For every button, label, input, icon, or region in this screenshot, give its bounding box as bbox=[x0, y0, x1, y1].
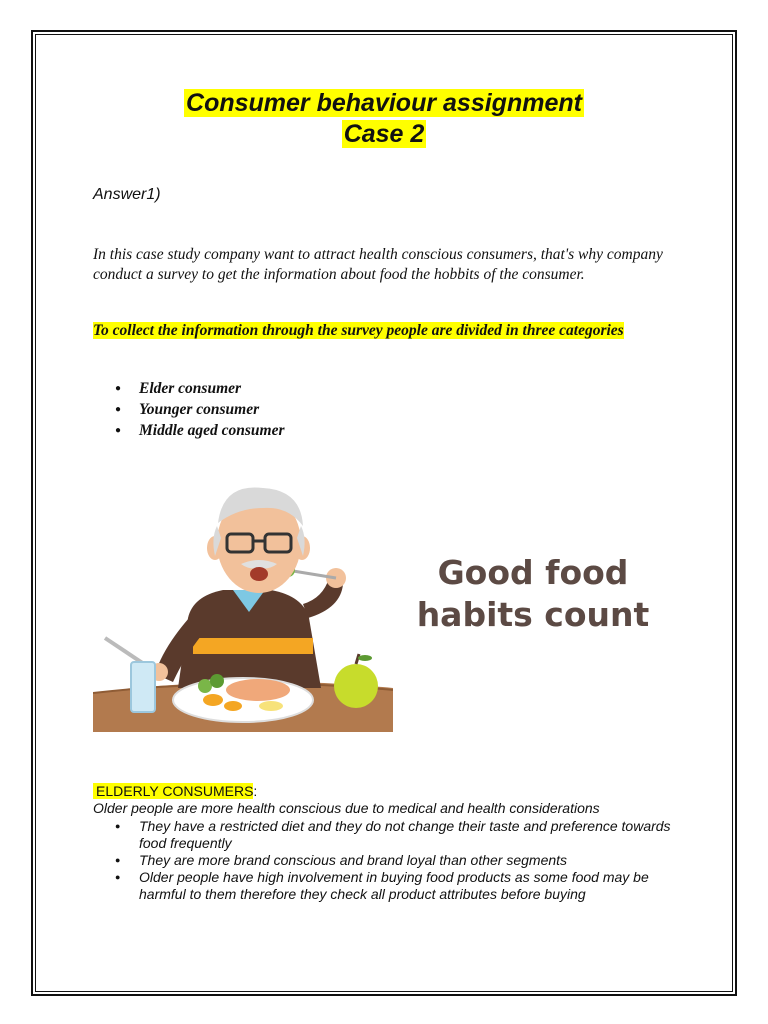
elderly-man-eating-illustration bbox=[93, 478, 393, 732]
answer-heading: Answer1) bbox=[93, 186, 161, 203]
list-item: ● Younger consumer bbox=[93, 399, 285, 420]
list-item: ● They are more brand conscious and brand loyal than other segments bbox=[93, 852, 683, 869]
section-heading-elderly: ELDERLY CONSUMERS: bbox=[93, 783, 257, 799]
list-item: ● Older people have high involvement in buying food products as some food may be harmful to them therefore they check all product attributes before buying bbox=[93, 869, 683, 903]
document-title: Consumer behaviour assignment bbox=[186, 89, 582, 117]
categories-heading: To collect the information through the survey people are divided in three categories bbox=[93, 322, 624, 339]
list-item: ● They have a restricted diet and they do not change their taste and preference towards food frequently bbox=[93, 818, 683, 852]
list-item: ● Middle aged consumer bbox=[93, 420, 285, 441]
category-list bbox=[93, 378, 285, 441]
elderly-points-list bbox=[93, 818, 683, 903]
intro-paragraph: In this case study company want to attract health conscious consumers, that's why company conduct a survey to get the information about food the hobbits of the consumer. bbox=[93, 246, 663, 283]
slogan-text: Good food habits count bbox=[416, 553, 650, 634]
document-subtitle: Case 2 bbox=[343, 120, 425, 148]
section-lead: Older people are more health conscious due to medical and health considerations bbox=[93, 800, 600, 816]
list-item: ● Elder consumer bbox=[93, 378, 285, 399]
